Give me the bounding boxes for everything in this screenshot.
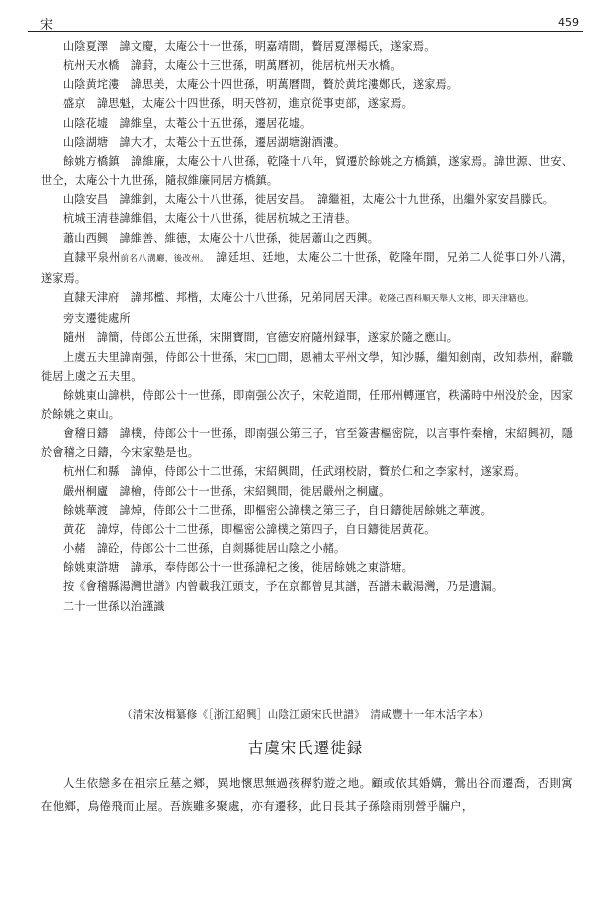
entry-paragraph [41,75,573,94]
entry-paragraph [41,152,573,190]
entry-paragraph [41,37,573,56]
entry-paragraph [41,424,573,462]
entry-text: 會稽日鑄 諱樸，侍郎公十一世孫，即南强公第三子，官至簽書樞密院，以言事忤秦檜，宋紹興初，隱於會稽之日鑄，今宋家塾是也。 [41,427,573,460]
source-citation: （清宋汝楫纂修《［浙江紹興］山陰江頭宋氏世譜》 清咸豐十一年木活字本） [121,709,490,721]
entry-paragraph [41,209,573,228]
entry-text: 小赭 諱砼，侍郎公十二世孫，自剡縣徙居山陰之小赭。 [63,542,346,556]
entry-text: 山陰花墟 諱維皇，太菴公十五世孫，遷居花墟。 [63,116,312,130]
page-number: 459 [558,16,579,29]
entry-text: 旁支遷徙處所 [63,312,131,326]
entry-text: 直隸平泉州 [63,250,121,264]
entry-paragraph [41,597,573,616]
entry-paragraph [41,539,573,558]
entry-note: 前名八溝廳，後改州。 [120,253,205,264]
entry-paragraph [41,577,573,596]
running-head: 宋 [40,18,54,33]
entry-text: 山陰湖塘 諱大才，太菴公十五世孫，遷居湖塘謝酒漊。 [63,135,346,149]
entry-text-continued: 諱廷坦、廷地，太庵公二十世孫，乾隆年間，兄弟二人從事口外八溝，遂家焉。 [41,250,573,285]
entry-paragraph [41,501,573,520]
entry-paragraph [41,558,573,577]
entry-text: 上虞五夫里諱南强，侍郎公十世孫，宋□□間，恩補太平州文學，知沙縣，繼知劍南，改知恭州，辭職徙居上虞之五夫里。 [41,350,573,383]
entry-text: 盛京 諱思魁，太庵公十四世孫，明天啓初，進京從事吏部，遂家焉。 [63,97,413,111]
section-title: 古虞宋氏遷徙録 [247,739,364,757]
section-body [41,772,573,818]
entry-text: 二十一世孫以治謹識 [63,599,165,613]
entry-text: 蕭山西興 諱維善、維德，太庵公十八世孫，徙居蕭山之西興。 [63,231,380,245]
entry-paragraph [41,133,573,152]
entry-paragraph [41,190,573,209]
entry-paragraph [41,328,573,347]
entry-text: 按《會稽縣湯灣世譜》内曾載我江頭支，予在京都曾見其譜，吾譜未載湯灣，乃是遺漏。 [63,580,504,594]
entry-text: 杭城王清巷諱維倡，太庵公十八世孫，徙居杭城之王清巷。 [63,212,357,226]
entry-text: 山陰夏澤 諱文慶，太庵公十一世孫，明嘉靖間，贅居夏澤楊氏，遂家焉。 [63,40,436,53]
entry-text: 山陰安昌 諱維釗，太庵公十八世孫，徙居安昌。 諱繼祖，太庵公十九世孫，出繼外家安昌滕氏。 [63,193,555,207]
entry-list [41,37,573,616]
entry-paragraph [41,520,573,539]
entry-text: 餘姚東山諱栱，侍郎公十一世孫，即南强公次子，宋乾道間，任邢州轉運官，秩滿時中州没於金，因家於餘姚之東山。 [41,388,573,421]
entry-paragraph [41,386,573,424]
entry-note: 乾隆己酉科順天舉人文彬，即天津籍也。 [379,294,534,305]
entry-text: 隨州 諱簡，侍郎公五世孫，宋開寶間，官德安府隨州録事，遂家於隨之應山。 [63,331,459,345]
entry-paragraph [41,248,573,288]
page-header [28,8,583,32]
entry-paragraph [41,288,573,309]
entry-paragraph [41,56,573,75]
entry-paragraph [41,462,573,481]
entry-text: 餘姚方橋鎮 諱維廉，太庵公十八世孫，乾隆十八年，貿遷於餘姚之方橋鎮，遂家焉。諱世源、世安、世仝，太庵公十九世孫，隨叔維廉同居方橋鎮。 [41,154,573,188]
entry-text: 嚴州桐廬 諱檜，侍郎公十一世孫，宋紹興間，徙居嚴州之桐廬。 [63,484,391,498]
entry-paragraph [41,229,573,248]
entry-text: 山陰黄垞漊 諱思美，太庵公十四世孫，明萬曆間，贅於黄垞漊鄭氏，遂家焉。 [63,78,459,92]
entry-paragraph [41,309,573,328]
entry-text: 餘姚華渡 諱焯，侍郎公十二世孫，即樞密公諱樸之第三子，自日鑄徙居餘姚之華渡。 [63,503,492,517]
entry-text: 直隸天津府 諱邦檻、邦楷，太庵公十八世孫，兄弟同居天津。 [63,291,380,305]
entry-text: 杭州天水橋 諱葑，太庵公十三世孫，明萬曆初，徙居杭州天水橋。 [63,59,402,73]
header-rule [28,31,583,32]
entry-paragraph [41,94,573,113]
entry-text: 餘姚東滸塘 諱承，奉侍郎公十一世孫諱杞之後，徙居餘姚之東滸塘。 [63,561,413,575]
section-paragraph: 人生依戀多在祖宗丘墓之鄉，異地懷思無過孩稺豹遊之地。顧或依其婚媾，鶯出谷而遷喬，否則寓在他鄉，鳥倦飛而止屋。吾族雖多聚處，亦有遷移，此日長其子孫陰雨別營乎牖户， [41,776,573,813]
entry-paragraph [41,348,573,386]
entry-text: 黄花 諱焞，侍郎公十二世孫，即樞密公諱樸之第四子，自日鑄徙居黄花。 [63,522,436,536]
entry-paragraph [41,114,573,133]
entry-text: 杭州仁和縣 諱倬，侍郎公十二世孫，宋紹興間，任武翊校尉，贅於仁和之李家村，遂家焉。 [63,465,526,479]
entry-paragraph [41,482,573,501]
